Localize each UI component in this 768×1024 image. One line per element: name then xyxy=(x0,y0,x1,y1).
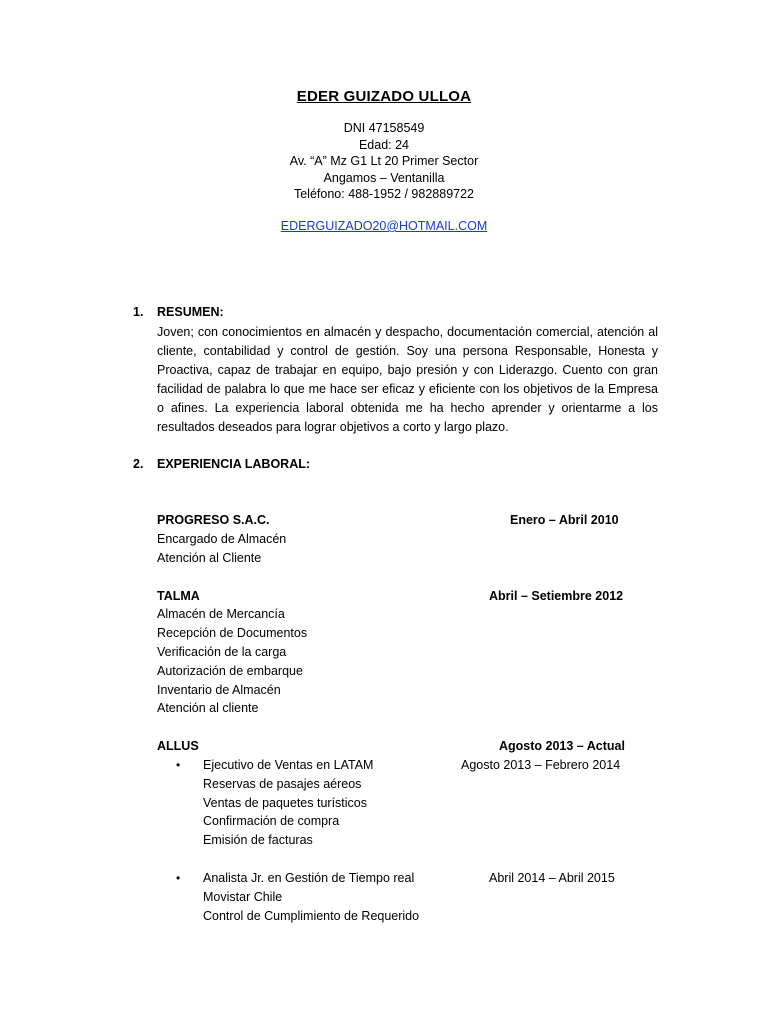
role-task: Ventas de paquetes turísticos xyxy=(203,796,367,810)
job-dates-progreso: Enero – Abril 2010 xyxy=(510,513,619,527)
summary-text: Joven; con conocimientos en almacén y despacho, documentación comercial, atención al cliente, contabilidad y control de gestión. Soy una persona Responsable, Honesta y Proactiva, capaz de trabajar en equipo, bajo presión y con Liderazgo. Cuento con gran facilidad de palabra lo que me hace ser eficaz y eficiente con los objetivos de la Empresa o afines. La experiencia laboral obtenida me ha hecho aprender y orientarme a los resultados deseados para lograr objetivos a corto y largo plazo. xyxy=(157,325,658,434)
experience-number: 2. xyxy=(133,457,144,471)
role-title: Analista Jr. en Gestión de Tiempo real xyxy=(203,871,415,885)
job-task: Encargado de Almacén xyxy=(157,532,287,546)
job-task: Verificación de la carga xyxy=(157,645,287,659)
phone-line: Teléfono: 488-1952 / 982889722 xyxy=(293,187,475,201)
role-dates: Abril 2014 – Abril 2015 xyxy=(489,871,615,885)
job-task: Recepción de Documentos xyxy=(157,626,308,640)
address-line-1: Av. “A” Mz G1 Lt 20 Primer Sector xyxy=(289,154,479,168)
experience-title: EXPERIENCIA LABORAL: xyxy=(157,457,311,471)
bullet-icon: • xyxy=(176,758,181,772)
job-dates-talma: Abril – Setiembre 2012 xyxy=(489,589,624,603)
role-task: Movistar Chile xyxy=(203,890,283,904)
dni-line: DNI 47158549 xyxy=(343,121,425,135)
experience-heading xyxy=(133,457,310,471)
candidate-name: EDER GUIZADO ULLOA xyxy=(296,88,472,105)
age-line: Edad: 24 xyxy=(358,137,410,152)
summary-title: RESUMEN: xyxy=(157,305,224,319)
role-task: Reservas de pasajes aéreos xyxy=(203,777,362,791)
job-task: Inventario de Almacén xyxy=(157,683,281,697)
contact-block xyxy=(0,120,768,203)
role-task: Confirmación de compra xyxy=(203,814,340,828)
role-task: Emisión de facturas xyxy=(203,833,313,847)
job-company-allus: ALLUS xyxy=(157,739,199,753)
role-dates: Agosto 2013 – Febrero 2014 xyxy=(461,758,621,772)
summary-number: 1. xyxy=(133,305,144,319)
job-task: Atención al cliente xyxy=(157,701,259,715)
role-title: Ejecutivo de Ventas en LATAM xyxy=(203,758,374,772)
email-link[interactable]: EDERGUIZADO20@HOTMAIL.COM xyxy=(280,219,488,233)
job-task: Autorización de embarque xyxy=(157,664,303,678)
bullet-icon: • xyxy=(176,871,181,885)
job-task: Atención al Cliente xyxy=(157,551,262,565)
job-company-progreso: PROGRESO S.A.C. xyxy=(157,513,270,527)
summary-heading xyxy=(133,305,224,319)
job-task: Almacén de Mercancía xyxy=(157,607,285,621)
role-task: Control de Cumplimiento de Requerido xyxy=(203,909,420,923)
job-dates-allus: Agosto 2013 – Actual xyxy=(499,739,625,753)
job-company-talma: TALMA xyxy=(157,589,200,603)
address-line-2: Angamos – Ventanilla xyxy=(323,170,445,185)
